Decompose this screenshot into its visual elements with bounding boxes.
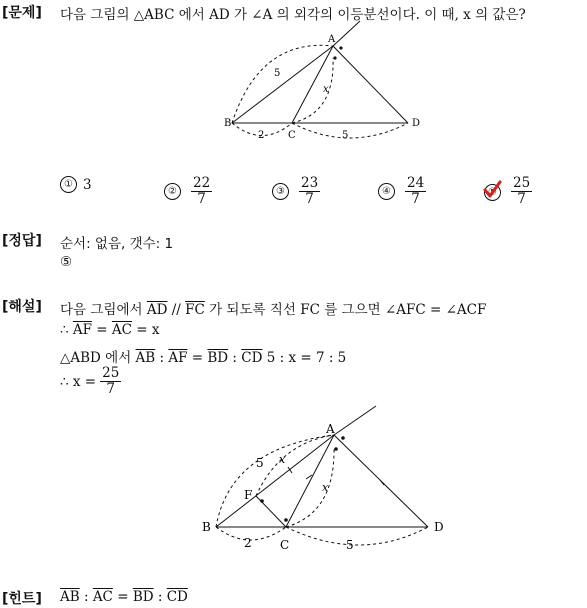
choice-2-den: 7 (197, 191, 206, 207)
check-icon (482, 180, 502, 200)
hint-label: [힌트] (2, 591, 42, 607)
answer-line2: ⑤ (60, 254, 73, 270)
choice-3[interactable] (272, 176, 320, 207)
solution-line3: △ABD 에서 $\overline{AB}$ : $\overline{AF} = \overline{BD}$ : $\overline{CD}$ 5 : x = 7 : 5 (60, 350, 347, 366)
choice-4[interactable] (378, 176, 426, 207)
choice-5-mark: ⑤ (484, 184, 501, 201)
choice-4-num: 24 (407, 175, 425, 191)
choice-3-mark: ③ (272, 183, 289, 200)
fig-label-a: A (328, 34, 336, 45)
sol-fig-label-x2: x (322, 481, 329, 494)
solution-figure (200, 403, 450, 553)
choice-4-den: 7 (411, 191, 420, 207)
problem-text: 다음 그림의 △ABC 에서 AD 가 ∠A 의 외각의 이등분선이다. 이 때, x 의 값은? (60, 7, 526, 23)
choice-3-num: 23 (301, 175, 319, 191)
choice-2[interactable] (164, 176, 212, 207)
hint-text: $\overline{AB}$ : $\overline{AC} = \overline{BD}$ : $\overline{CD}$ (60, 589, 188, 605)
sol-fig-label-x1: x (279, 453, 286, 466)
choice-2-num: 22 (193, 175, 211, 191)
choice-1-value: 3 (83, 176, 92, 193)
fig-label-ab: 5 (274, 68, 281, 79)
sol-fig-label-bc: 2 (244, 536, 252, 550)
choice-3-den: 7 (305, 191, 314, 207)
choice-1-mark: ① (60, 176, 77, 193)
sol-fig-label-d: D (434, 520, 444, 534)
choice-5-num: 25 (513, 175, 531, 191)
choice-5-den: 7 (517, 191, 526, 207)
problem-figure (220, 18, 421, 148)
solution-line1: 다음 그림에서 $\overline{AD} // \overline{FC}$ 가 되도록 직선 FC 를 그으면 ∠AFC = ∠ACF (60, 302, 487, 318)
choice-1[interactable] (60, 176, 92, 193)
problem-label: [문제] (2, 5, 42, 21)
fig-label-b: B (224, 118, 232, 129)
solution-line2: ∴ $\overline{AF} = \overline{AC} = x$ (60, 322, 160, 338)
fig-label-d: D (412, 118, 421, 129)
fig-label-cd: 5 (342, 130, 349, 141)
answer-line1: 순서: 없음, 갯수: 1 (60, 236, 174, 252)
sol-fig-label-a: A (326, 422, 335, 436)
sol-fig-label-f: F (244, 488, 253, 502)
choice-5[interactable] (484, 176, 532, 207)
answer-label: [정답] (2, 233, 42, 249)
solution-line4: ∴ x = $\frac{25}{7}$ (60, 365, 120, 397)
sol-fig-label-cd: 5 (346, 538, 354, 552)
sol-fig-label-c: C (280, 538, 290, 552)
fig-label-bc: 2 (258, 130, 265, 141)
choice-2-mark: ② (164, 183, 181, 200)
sol-fig-label-ab: 5 (256, 456, 264, 470)
fig-label-x: x (323, 84, 329, 95)
solution-label: [해설] (2, 299, 42, 315)
choice-4-mark: ④ (378, 183, 395, 200)
sol-fig-label-b: B (202, 520, 211, 534)
fig-label-c: C (288, 130, 296, 141)
